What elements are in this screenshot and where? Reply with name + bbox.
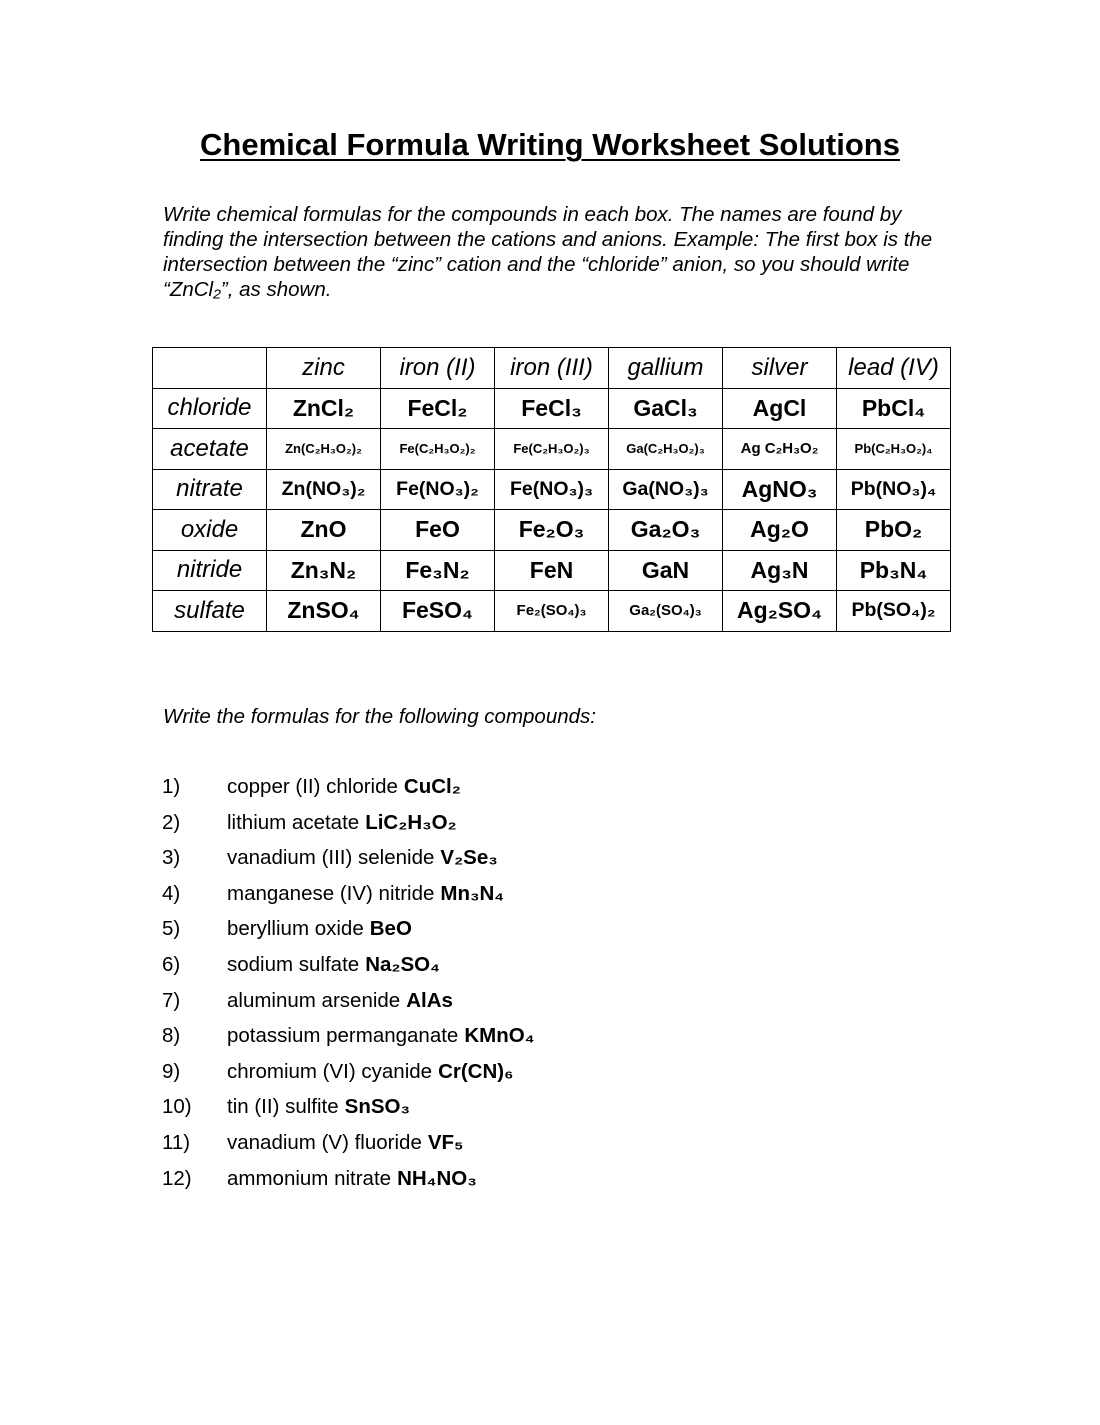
compound-name: lithium acetate — [227, 810, 360, 834]
anion-label: acetate — [153, 429, 267, 470]
problem-number: 12) — [162, 1166, 192, 1190]
formula-cell: Ag₂SO₄ — [723, 591, 837, 632]
formula-answer: KMnO₄ — [464, 1024, 535, 1048]
problem-number: 4) — [162, 881, 181, 905]
formula-cell: Pb(NO₃)₄ — [837, 469, 951, 510]
formula-answer: VF₅ — [427, 1130, 464, 1154]
formula-table — [152, 347, 951, 632]
table-row — [153, 510, 951, 551]
formula-cell: PbO₂ — [837, 510, 951, 551]
formula-cell: FeO — [381, 510, 495, 551]
formula-cell: Pb(SO₄)₂ — [837, 591, 951, 632]
formula-answer: Na₂SO₄ — [365, 952, 440, 976]
formula-cell: FeN — [495, 550, 609, 591]
formula-answer: V₂Se₃ — [440, 846, 498, 870]
compound-name: copper (II) chloride — [227, 775, 398, 798]
problem-number: 5) — [162, 917, 181, 941]
formula-cell: Fe₂(SO₄)₃ — [495, 591, 609, 632]
formula-answer: SnSO₃ — [344, 1095, 410, 1119]
problem-number: 6) — [162, 952, 181, 976]
formula-answer: LiC₂H₃O₂ — [365, 810, 457, 834]
anion-label: oxide — [153, 510, 267, 551]
formula-cell: Ga(C₂H₃O₂)₃ — [609, 429, 723, 470]
formula-cell: Ga₂(SO₄)₃ — [609, 591, 723, 632]
formula-cell: Fe₃N₂ — [381, 550, 495, 591]
problem-number: 3) — [162, 846, 181, 870]
problem-number: 11) — [162, 1130, 191, 1154]
cation-header: silver — [723, 348, 837, 389]
formula-cell: GaCl₃ — [609, 388, 723, 429]
compound-name: manganese (IV) nitride — [227, 881, 435, 905]
formula-cell: Ag₃N — [723, 550, 837, 591]
formula-answer: NH₄NO₃ — [397, 1166, 477, 1190]
worksheet-title: Chemical Formula Writing Worksheet Solutions — [200, 127, 900, 162]
formula-cell: GaN — [609, 550, 723, 591]
formula-cell: Fe(C₂H₃O₂)₂ — [381, 429, 495, 470]
anion-label: chloride — [153, 388, 267, 429]
formula-answer: Mn₃N₄ — [440, 881, 505, 905]
anion-label: sulfate — [153, 591, 267, 632]
formula-cell: ZnSO₄ — [267, 591, 381, 632]
cation-header: gallium — [609, 348, 723, 389]
formula-cell: FeSO₄ — [381, 591, 495, 632]
formula-cell: FeCl₂ — [381, 388, 495, 429]
instructions: Write chemical formulas for the compounds in each box. The names are found by finding the intersection between the cations and anions. Example: The first box is the intersection between the “zinc” cation and the “chloride” anion, so you should write “ZnCl₂”, as shown. — [163, 203, 933, 301]
compound-name: potassium permanganate — [227, 1024, 459, 1048]
problem-number: 7) — [162, 988, 181, 1012]
formula-cell: Ag₂O — [723, 510, 837, 551]
formula-cell: Fe(NO₃)₂ — [381, 469, 495, 510]
formula-cell: Fe₂O₃ — [495, 510, 609, 551]
formula-cell: ZnO — [267, 510, 381, 551]
formula-answer: AlAs — [406, 988, 453, 1012]
formula-cell: AgCl — [723, 388, 837, 429]
table-row — [153, 591, 951, 632]
cation-header: lead (IV) — [837, 348, 951, 389]
table-row — [153, 469, 951, 510]
problem-number: 8) — [162, 1024, 181, 1048]
table-corner — [153, 348, 267, 389]
compound-name: tin (II) sulfite — [227, 1095, 339, 1119]
compound-name: vanadium (III) selenide — [227, 846, 435, 870]
table-row — [153, 429, 951, 470]
formula-cell: Ga(NO₃)₃ — [609, 469, 723, 510]
formula-cell: Pb(C₂H₃O₂)₄ — [837, 429, 951, 470]
compound-name: sodium sulfate — [227, 952, 360, 976]
formula-cell: Fe(C₂H₃O₂)₃ — [495, 429, 609, 470]
table-header-row — [153, 348, 951, 389]
problem-number: 10) — [162, 1095, 192, 1119]
problem-number: 2) — [162, 810, 181, 834]
compound-name: beryllium oxide — [227, 917, 364, 941]
compound-name: ammonium nitrate — [227, 1166, 392, 1190]
table-row — [153, 388, 951, 429]
anion-label: nitride — [153, 550, 267, 591]
formula-cell: PbCl₄ — [837, 388, 951, 429]
formula-answer: CuCl₂ — [403, 775, 461, 798]
formula-answer: Cr(CN)₆ — [438, 1059, 514, 1083]
anion-label: nitrate — [153, 469, 267, 510]
formula-cell: Zn₃N₂ — [267, 550, 381, 591]
list-instructions: Write the formulas for the following compounds: — [163, 705, 596, 728]
formula-cell: ZnCl₂ — [267, 388, 381, 429]
cation-header: iron (III) — [495, 348, 609, 389]
formula-cell: Fe(NO₃)₃ — [495, 469, 609, 510]
compound-name: vanadium (V) fluoride — [227, 1130, 422, 1154]
formula-answer: BeO — [369, 917, 412, 941]
formula-cell: Ga₂O₃ — [609, 510, 723, 551]
problem-number: 1) — [162, 775, 181, 798]
compound-name: chromium (VI) cyanide — [227, 1059, 433, 1083]
formula-cell: Zn(NO₃)₂ — [267, 469, 381, 510]
cation-header: zinc — [267, 348, 381, 389]
problem-number: 9) — [162, 1059, 181, 1083]
formula-cell: Ag C₂H₃O₂ — [723, 429, 837, 470]
cation-header: iron (II) — [381, 348, 495, 389]
formula-cell: Zn(C₂H₃O₂)₂ — [267, 429, 381, 470]
table-row — [153, 550, 951, 591]
formula-cell: AgNO₃ — [723, 469, 837, 510]
formula-cell: FeCl₃ — [495, 388, 609, 429]
compound-name: aluminum arsenide — [227, 988, 401, 1012]
formula-cell: Pb₃N₄ — [837, 550, 951, 591]
